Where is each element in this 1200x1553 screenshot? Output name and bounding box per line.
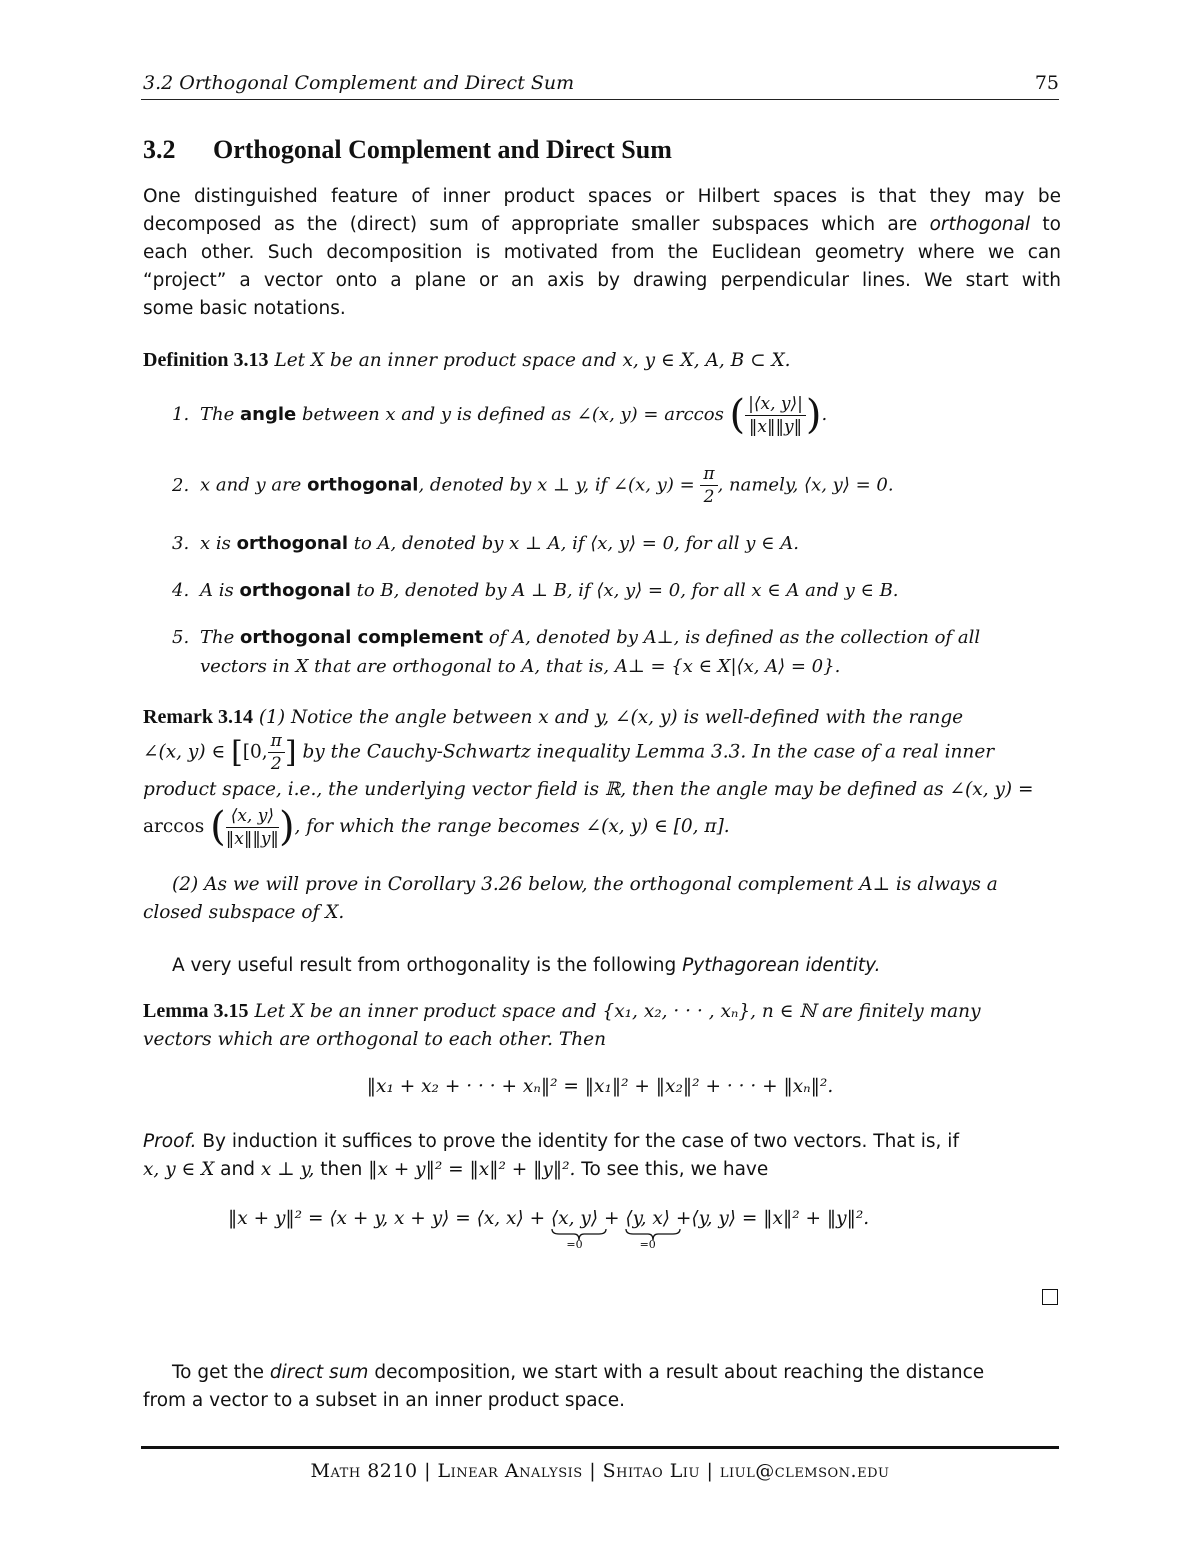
text: To get the bbox=[172, 1362, 264, 1383]
item-term: orthogonal bbox=[307, 474, 419, 496]
text: decomposition, we start with a result about reaching the distance bbox=[374, 1362, 985, 1383]
item-text: of A, denoted by A⊥, is defined as the collection of all bbox=[488, 627, 981, 648]
intro-line: each other. Such decomposition is motivated from the Euclidean geometry where we can bbox=[143, 242, 1061, 263]
proof-equation bbox=[228, 1208, 870, 1251]
intro-paragraph bbox=[143, 183, 1061, 323]
item-term: orthogonal bbox=[236, 533, 349, 554]
remark-line: product space, i.e., the underlying vector field is ℝ, then the angle may be defined as ∠(x, y) = bbox=[143, 779, 1034, 800]
paren-open: ( bbox=[210, 804, 226, 850]
header-rule bbox=[141, 99, 1059, 100]
definition-label: Definition 3.13 bbox=[143, 349, 269, 371]
bracket-open: [ bbox=[231, 735, 243, 770]
intro-text: decomposed as the (direct) sum of appropriate smaller subspaces which are bbox=[143, 214, 918, 235]
lemma-text: Let X be an inner product space and {x₁, x₂, · · · , xₙ}, n ∈ ℕ are finitely many bbox=[254, 1001, 981, 1022]
section-number: 3.2 bbox=[143, 135, 176, 164]
item-term: orthogonal complement bbox=[240, 627, 484, 648]
remark-text: [0, bbox=[242, 741, 268, 763]
fraction bbox=[226, 805, 279, 850]
proof-text: To see this, we have bbox=[581, 1159, 769, 1180]
item-number: 1. bbox=[172, 404, 190, 425]
fraction-numerator: π bbox=[700, 463, 717, 486]
item-text: A is bbox=[200, 580, 234, 601]
fraction-denominator: ‖x‖‖y‖ bbox=[225, 828, 279, 849]
underbrace-label: =0 bbox=[639, 1238, 656, 1251]
underbrace-label: =0 bbox=[566, 1238, 583, 1251]
remark-line bbox=[143, 706, 963, 729]
definition-item bbox=[172, 392, 827, 438]
lemma-line: vectors which are orthogonal to each other. Then bbox=[143, 1029, 606, 1050]
fraction bbox=[700, 463, 717, 508]
fraction-denominator: ‖x‖‖y‖ bbox=[748, 416, 803, 437]
item-number: 4. bbox=[172, 580, 190, 601]
item-term: orthogonal bbox=[239, 580, 351, 601]
remark-text: arccos bbox=[143, 816, 205, 837]
text: A very useful result from orthogonality is the following bbox=[172, 955, 677, 976]
item-number: 2. bbox=[172, 474, 190, 496]
proof-math: x, y ∈ X bbox=[143, 1159, 215, 1180]
lemma-line bbox=[143, 1000, 981, 1023]
equation-part: ‖x + y‖² = ⟨x + y, x + y⟩ = ⟨x, x⟩ + bbox=[228, 1208, 546, 1229]
remark-label: Remark 3.14 bbox=[143, 706, 253, 728]
remark-line bbox=[143, 804, 730, 850]
intro-emphasis: orthogonal bbox=[929, 214, 1031, 235]
item-text: The bbox=[200, 627, 235, 648]
definition-item bbox=[172, 463, 894, 508]
fraction-denominator: 2 bbox=[703, 487, 715, 507]
item-text: , namely, ⟨x, y⟩ = 0. bbox=[717, 474, 894, 496]
fraction bbox=[268, 730, 285, 775]
bracket-close: ] bbox=[284, 735, 297, 770]
proof-text: and bbox=[220, 1159, 255, 1180]
item-number: 5. bbox=[172, 627, 190, 648]
section-title: Orthogonal Complement and Direct Sum bbox=[213, 135, 672, 164]
item-text: . bbox=[821, 404, 828, 425]
paren-open: ( bbox=[729, 392, 746, 438]
proof-line bbox=[143, 1131, 959, 1152]
fraction-numerator: |⟨x, y⟩| bbox=[745, 393, 806, 416]
lemma-label: Lemma 3.15 bbox=[143, 1000, 249, 1022]
remark-text: (1) Notice the angle between x and y, ∠(x, y) is well-defined with the range bbox=[258, 707, 964, 728]
qed-icon bbox=[1042, 1289, 1058, 1305]
page-number: 75 bbox=[1034, 72, 1059, 94]
equation-part: ⟨y, x⟩ bbox=[625, 1208, 670, 1229]
item-number: 3. bbox=[172, 533, 190, 554]
remark-line: (2) As we will prove in Corollary 3.26 below, the orthogonal complement A⊥ is always a bbox=[172, 874, 998, 895]
proof-text: By induction it suffices to prove the identity for the case of two vectors. That is, if bbox=[202, 1131, 959, 1152]
item-term: angle bbox=[240, 404, 297, 425]
item-text: x is bbox=[200, 533, 231, 554]
paren-close: ) bbox=[278, 804, 295, 850]
item-text: to B, denoted by A ⊥ B, if ⟨x, y⟩ = 0, for all x ∈ A and y ∈ B. bbox=[356, 580, 899, 601]
intro-text: to bbox=[1042, 214, 1061, 235]
closing-line bbox=[172, 1362, 984, 1383]
closing-line: from a vector to a subset in an inner product space. bbox=[143, 1390, 625, 1411]
item-text: x and y are bbox=[200, 474, 302, 496]
item-text: , denoted by x ⊥ y, if ∠(x, y) = bbox=[418, 474, 695, 496]
fraction bbox=[745, 393, 806, 438]
page-footer: Math 8210 | Linear Analysis | Shitao Liu | liul@clemson.edu bbox=[310, 1460, 890, 1482]
definition-item bbox=[172, 627, 980, 648]
emphasis: Pythagorean identity. bbox=[682, 955, 881, 976]
proof-math: x ⊥ y, bbox=[260, 1159, 315, 1180]
pythagorean-intro bbox=[172, 955, 881, 976]
remark-line: closed subspace of X. bbox=[143, 902, 345, 923]
emphasis: direct sum bbox=[269, 1362, 369, 1383]
proof-text: then bbox=[320, 1159, 363, 1180]
section-heading bbox=[143, 135, 672, 165]
equation-part: ⟨x, y⟩ bbox=[550, 1208, 599, 1229]
proof-line bbox=[143, 1159, 768, 1180]
remark-line bbox=[143, 730, 994, 775]
remark-text: , for which the range becomes ∠(x, y) ∈ [0, π]. bbox=[294, 816, 730, 837]
paren-close: ) bbox=[805, 392, 822, 438]
intro-line bbox=[143, 211, 1061, 239]
remark-text: ∠(x, y) ∈ bbox=[143, 741, 226, 763]
definition-item bbox=[172, 580, 899, 601]
item-text: to A, denoted by x ⊥ A, if ⟨x, y⟩ = 0, for all y ∈ A. bbox=[353, 533, 799, 554]
underbrace-term bbox=[625, 1208, 670, 1251]
item-text: The bbox=[200, 404, 235, 425]
fraction-numerator: ⟨x, y⟩ bbox=[226, 805, 279, 828]
equation-part: +⟨y, y⟩ = ‖x‖² + ‖y‖². bbox=[675, 1208, 870, 1229]
footer-rule bbox=[141, 1446, 1059, 1449]
definition-item-continuation: vectors in X that are orthogonal to A, that is, A⊥ = {x ∈ X|⟨x, A⟩ = 0}. bbox=[200, 656, 841, 677]
underbrace-term bbox=[550, 1208, 599, 1251]
remark-text: by the Cauchy-Schwartz inequality Lemma 3.3. In the case of a real inner bbox=[302, 741, 995, 763]
lemma-equation: ‖x₁ + x₂ + · · · + xₙ‖² = ‖x₁‖² + ‖x₂‖² + · · · + ‖xₙ‖². bbox=[366, 1076, 834, 1097]
item-text: between x and y is defined as ∠(x, y) = arccos bbox=[301, 404, 724, 425]
running-header-title: 3.2 Orthogonal Complement and Direct Sum bbox=[143, 72, 575, 94]
fraction-numerator: π bbox=[268, 730, 285, 753]
intro-line: some basic notations. bbox=[143, 298, 346, 319]
definition-item bbox=[172, 533, 799, 554]
intro-line: One distinguished feature of inner product spaces or Hilbert spaces is that they may be bbox=[143, 186, 1061, 207]
definition-header bbox=[143, 349, 791, 372]
equation-part: + bbox=[603, 1208, 620, 1229]
intro-line: “project” a vector onto a plane or an axis by drawing perpendicular lines. We start with bbox=[143, 270, 1061, 291]
fraction-denominator: 2 bbox=[270, 754, 282, 774]
proof-math: ‖x + y‖² = ‖x‖² + ‖y‖². bbox=[368, 1159, 576, 1180]
proof-label: Proof. bbox=[143, 1131, 197, 1152]
definition-statement: Let X be an inner product space and x, y ∈ X, A, B ⊂ X. bbox=[274, 350, 791, 371]
